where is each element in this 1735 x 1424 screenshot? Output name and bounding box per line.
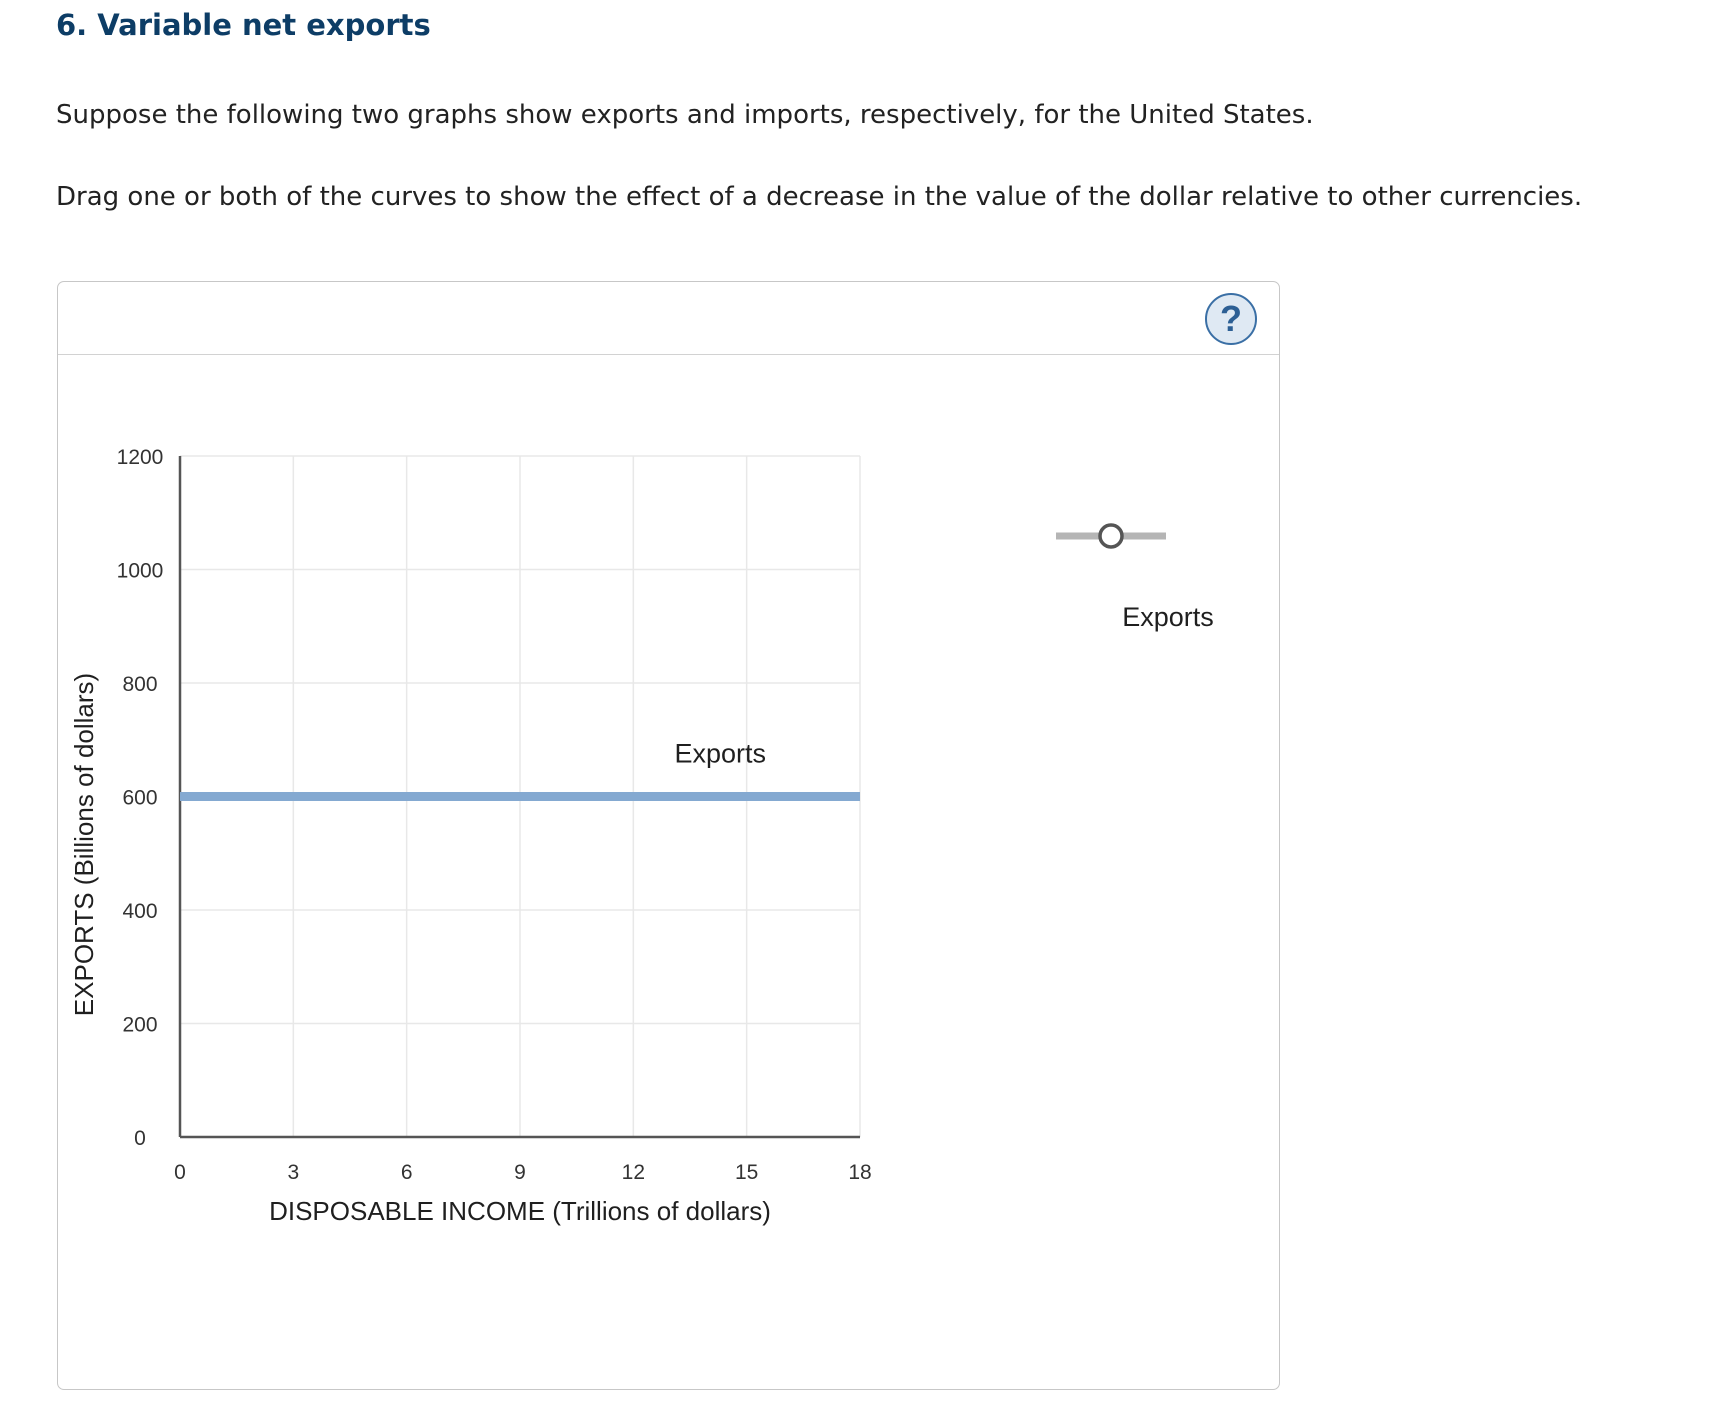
x-tick-label: 6 [400,1161,413,1184]
palette-handle-icon[interactable] [1100,525,1122,547]
x-tick-labels [174,1161,872,1184]
x-axis-title: DISPOSABLE INCOME (Trillions of dollars) [269,1196,771,1226]
y-axis-title: EXPORTS (Billions of dollars) [69,672,99,1017]
y-tick-label: 400 [122,900,158,923]
y-tick-label: 1200 [116,446,164,469]
y-tick-label: 600 [122,786,158,810]
x-tick-label: 3 [287,1161,300,1184]
y-tick-label: 800 [122,673,158,696]
task-instruction-text: Drag one or both of the curves to show the effect of a decrease in the value of the dollar relative to other currencies. [56,182,1583,212]
y-tick-label: 200 [122,1013,158,1037]
x-tick-label: 18 [848,1161,872,1184]
y-tick-label: 1000 [116,559,164,583]
instruction-text: Suppose the following two graphs show exports and imports, respectively, for the United States. [56,100,1314,130]
x-tick-label: 9 [514,1161,526,1184]
palette-label: Exports [1122,602,1214,632]
y-tick-label: 0 [134,1127,146,1150]
y-tick-labels [117,446,164,1150]
graph-panel [57,281,1280,1390]
exports-palette-tool[interactable] [1056,525,1166,547]
x-tick-label: 12 [621,1161,646,1184]
exports-curve-label: Exports [674,738,766,769]
help-button[interactable]: ? [1205,293,1257,345]
x-tick-label: 0 [174,1161,186,1184]
page-title: 6. Variable net exports [56,8,431,42]
exports-chart [58,282,1279,1389]
x-tick-label: 15 [734,1161,759,1184]
